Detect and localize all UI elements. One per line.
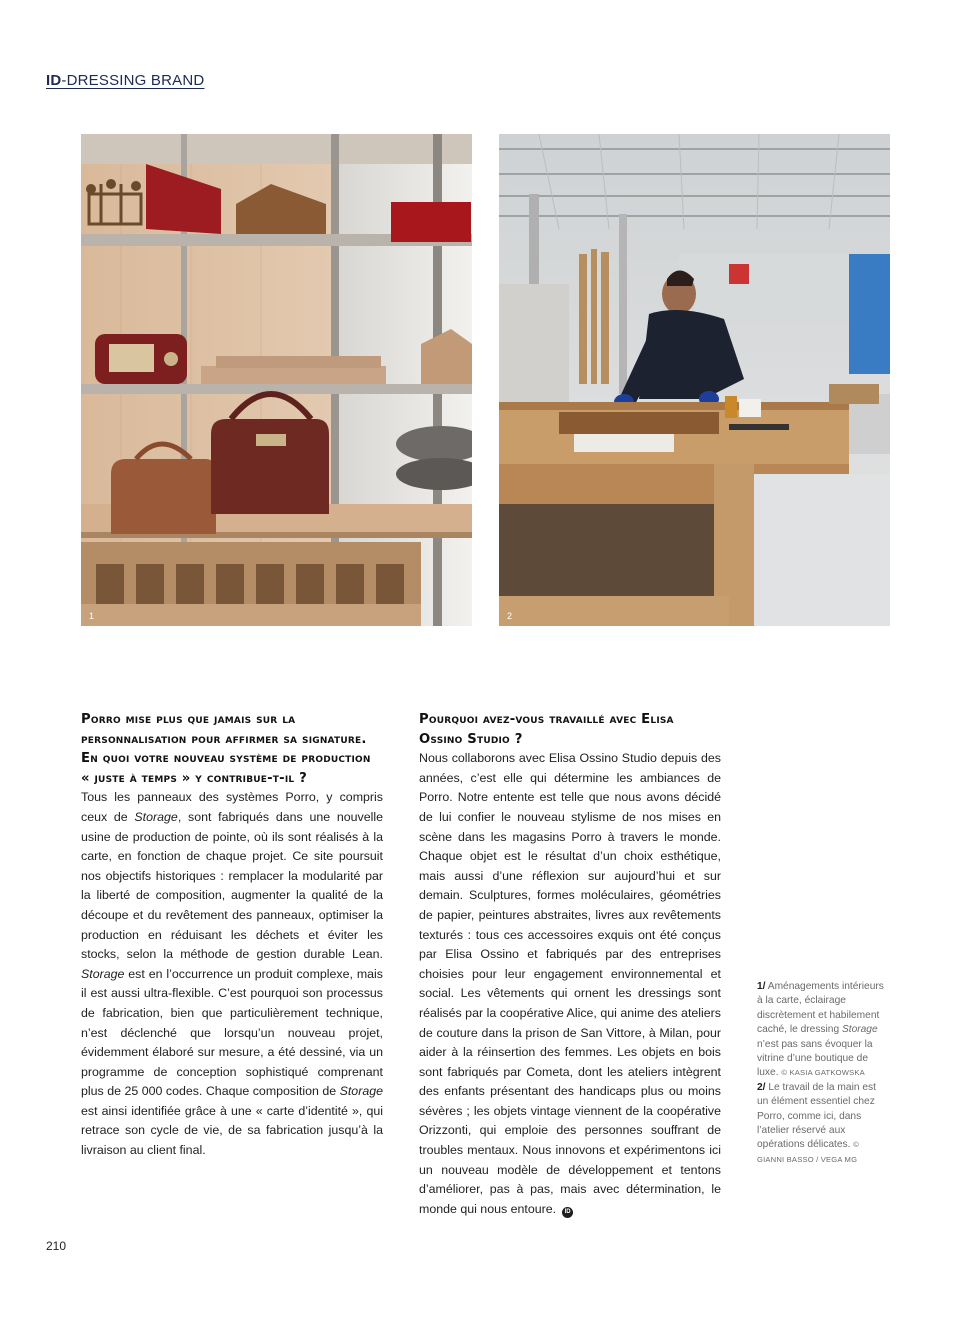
section-header-id: ID bbox=[46, 72, 62, 89]
interview-question: Porro mise plus que jamais sur la personnalisation pour affirmer sa signature. En quoi votre nouveau système de production « juste à temps » y contribue-t-il ? bbox=[81, 712, 371, 786]
answer-text: est en l’occurrence un produit complexe, mais il est aussi ultra-flexible. C’est pourquoi son processus de fabrication, bien que particulièrement technique, n’est déclenché que lorsqu’un nouveau projet, évidemment élaboré sur mesure, a été dessiné, via un programme de conception sophistiqué comprenant plus de 25 000 codes. Chaque composition de bbox=[81, 966, 383, 1099]
photo-number: 1 bbox=[89, 611, 95, 621]
photo-credit: © GIANNI BASSO / VEGA MG bbox=[757, 1140, 860, 1164]
interview-answer bbox=[81, 788, 383, 1160]
section-header-title: -DRESSING BRAND bbox=[61, 72, 205, 89]
interview-question: Pourquoi avez-vous travaillé avec Elisa Ossino Studio ? bbox=[419, 712, 674, 747]
caption-number: 1/ bbox=[757, 981, 766, 992]
product-name-storage: Storage bbox=[134, 809, 178, 824]
end-of-article-icon: ID bbox=[562, 1207, 573, 1218]
caption-text: Le travail de la main est un élément essentiel chez Porro, comme ici, dans l’atelier réservé aux opérations délicates. bbox=[757, 1081, 876, 1151]
caption-number: 2/ bbox=[757, 1081, 766, 1093]
answer-text: Tous les panneaux des systèmes Porro, y compris ceux de bbox=[81, 790, 383, 824]
photo-workshop bbox=[499, 134, 890, 626]
product-name-storage: Storage bbox=[81, 966, 125, 981]
caption-text: n’est pas sans évoquer la vitrine d’une boutique de luxe. bbox=[757, 1038, 873, 1079]
page-number: 210 bbox=[46, 1239, 67, 1253]
article-column-right bbox=[419, 710, 721, 1219]
caption-product-name: Storage bbox=[841, 1024, 878, 1036]
photo-wardrobe-shelving bbox=[81, 134, 472, 626]
caption-text: Aménagements intérieurs à la carte, éclairage discrètement et habilement caché, le dressing bbox=[757, 981, 884, 1036]
product-name-storage: Storage bbox=[339, 1084, 383, 1099]
photo-captions bbox=[757, 980, 887, 1167]
answer-text: est ainsi identifiée grâce à une « carte d’identité », qui retrace son cycle de vie, de sa fabrication jusqu’à la livraison au client final. bbox=[81, 1103, 383, 1158]
wardrobe-illustration bbox=[81, 134, 472, 626]
answer-text: Nous collaborons avec Elisa Ossino Studio depuis des années, c’est elle qui détermine les ambiances de Porro. Notre entente est telle que nous avons décidé de lui confier le nouveau stylisme de nos mises en scène dans les magasins Porro à travers le monde. Chaque objet est le résultat d’un choix esthétique, mais aussi d’une réflexion sur aujourd’hui et sur demain. Sculptures, formes moléculaires, géométries de papier, peintures abstraites, livres aux revêtements texturés : tous ces accessoires exquis ont été conçus par Elisa Ossino et fabriqués par des entreprises choisies pour leur engagement environnemental et social. Les vêtements qui ornent les dressings sont réalisés par la coopérative Alice, qui anime des ateliers de couture dans la prison de San Vittore, à Milan, pour aider à la réinsertion des femmes. Les objets en bois sont fabriqués par Cometa, dont les ateliers intègrent des enfants présentant des handicaps plus ou moins sévères ; les objets vintage viennent de la coopérative Orizzonti, qui emploie des personnes souffrant de troubles mentaux. Nous innovons et expérimentons ici un nouveau modèle de développement et tentons d’améliorer, pas à pas, mais avec détermination, le monde qui nous entoure. bbox=[419, 751, 721, 1216]
article-column-left bbox=[81, 710, 383, 1161]
photo-number: 2 bbox=[507, 611, 513, 621]
section-header bbox=[46, 72, 204, 89]
answer-text: , sont fabriqués dans une nouvelle usine de production de pointe, où ils sont réalisés à la carte, en fonction de chaque projet. Ce site poursuit nos objectifs historiques : remplacer la modularité par la liberté de composition, augmenter la qualité de la découpe et du revêtement des panneaux, optimiser la production en réduisant les déchets et éviter les stocks, selon la méthode de gestion durable Lean. bbox=[81, 809, 384, 962]
workshop-illustration bbox=[499, 134, 890, 626]
interview-answer bbox=[419, 749, 721, 1219]
photo-credit: © KASIA GATKOWSKA bbox=[781, 1068, 865, 1078]
